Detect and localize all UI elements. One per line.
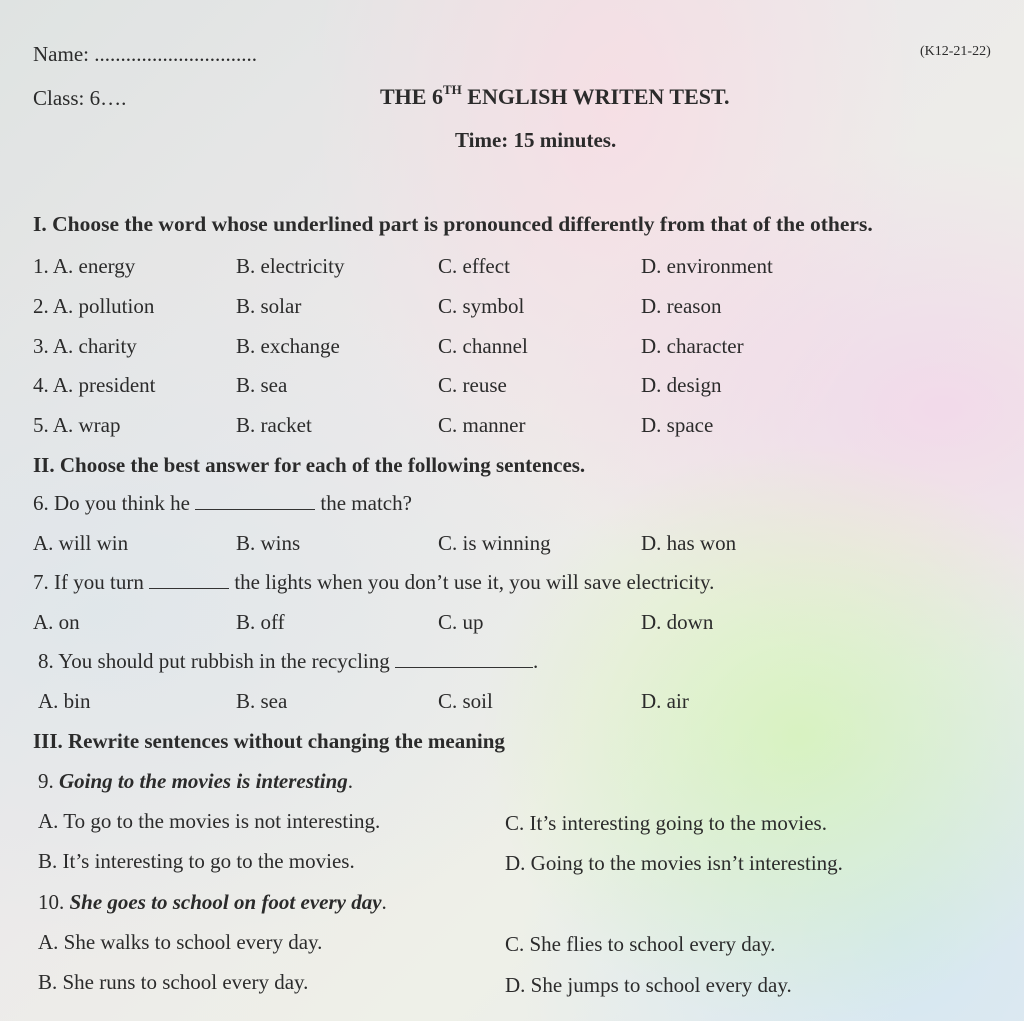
- q3-option-d: D. character: [641, 334, 744, 358]
- q4-option-c: C. reuse: [438, 373, 507, 397]
- q5-option-b: B. racket: [236, 413, 312, 437]
- q9-option-b: B. It’s interesting to go to the movies.: [38, 849, 355, 873]
- q5-option-d: D. space: [641, 413, 714, 437]
- q7-option-b: B. off: [236, 610, 285, 634]
- q2-option-b: B. solar: [236, 294, 302, 318]
- q2-option-a: 2. A. pollution: [33, 294, 155, 318]
- q7-blank: [149, 570, 229, 589]
- q4-option-b: B. sea: [236, 373, 288, 397]
- q3-option-c: C. channel: [438, 334, 528, 358]
- q8-option-d: D. air: [641, 689, 689, 713]
- q9-sentence: Going to the movies is interesting: [59, 769, 348, 793]
- q6-question: [33, 491, 412, 516]
- q6-option-a: A. will win: [33, 531, 129, 555]
- section2-heading: II. Choose the best answer for each of the following sentences.: [33, 453, 586, 477]
- q4-option-d: D. design: [641, 373, 722, 397]
- q8-text-pre: 8. You should put rubbish in the recycling: [38, 649, 390, 673]
- title-post: ENGLISH WRITEN TEST.: [461, 84, 730, 109]
- q8-option-b: B. sea: [236, 689, 288, 713]
- q8-question: [38, 649, 538, 674]
- test-code: (K12-21-22): [920, 44, 991, 59]
- title-pre: THE 6: [380, 84, 443, 109]
- q1-option-c: C. effect: [438, 254, 510, 278]
- name-line: [33, 42, 257, 67]
- q1-option-b: B. electricity: [236, 254, 345, 278]
- q8-option-c: C. soil: [438, 689, 493, 713]
- q1-option-d: D. environment: [641, 254, 773, 278]
- q7-text-pre: 7. If you turn: [33, 570, 144, 594]
- q10-number: 10.: [38, 890, 65, 914]
- q10-question: [38, 890, 387, 915]
- q2-option-d: D. reason: [641, 294, 722, 318]
- q10-option-d: D. She jumps to school every day.: [505, 973, 792, 997]
- q7-option-a: A. on: [33, 610, 80, 634]
- q9-question: [38, 769, 353, 794]
- q6-blank: [195, 491, 315, 510]
- q10-sentence: She goes to school on foot every day: [69, 890, 382, 914]
- name-dots: ...............................: [94, 42, 257, 66]
- q8-blank: [395, 649, 533, 668]
- class-label: Class: 6….: [33, 86, 127, 110]
- section3-heading: III. Rewrite sentences without changing the meaning: [33, 729, 505, 753]
- q9-option-a: A. To go to the movies is not interesting.: [38, 809, 381, 833]
- title-sup: TH: [442, 82, 462, 97]
- page-title: [380, 84, 730, 110]
- q6-text-pre: 6. Do you think he: [33, 491, 190, 515]
- q5-option-a: 5. A. wrap: [33, 413, 121, 437]
- q8-text-post: .: [533, 649, 539, 673]
- q9-option-d: D. Going to the movies isn’t interesting.: [505, 851, 843, 875]
- q4-option-a: 4. A. president: [33, 373, 156, 397]
- q10-end: .: [381, 890, 387, 914]
- name-label: Name:: [33, 42, 89, 66]
- q7-option-c: C. up: [438, 610, 484, 634]
- q7-text-post: the lights when you don’t use it, you will save electricity.: [234, 570, 715, 594]
- q7-option-d: D. down: [641, 610, 714, 634]
- q8-option-a: A. bin: [38, 689, 91, 713]
- q9-number: 9.: [38, 769, 54, 793]
- q9-option-c: C. It’s interesting going to the movies.: [505, 811, 827, 835]
- q6-option-c: C. is winning: [438, 531, 551, 555]
- q6-text-post: the match?: [320, 491, 412, 515]
- q10-option-c: C. She flies to school every day.: [505, 932, 776, 956]
- section1-heading: I. Choose the word whose underlined part is pronounced differently from that of the others.: [33, 212, 873, 236]
- q3-option-b: B. exchange: [236, 334, 340, 358]
- q6-option-d: D. has won: [641, 531, 737, 555]
- q5-option-c: C. manner: [438, 413, 526, 437]
- q6-option-b: B. wins: [236, 531, 301, 555]
- q9-end: .: [347, 769, 354, 793]
- q1-option-a: 1. A. energy: [33, 254, 136, 278]
- q7-question: [33, 570, 714, 595]
- q2-option-c: C. symbol: [438, 294, 525, 318]
- q3-option-a: 3. A. charity: [33, 334, 137, 358]
- q10-option-b: B. She runs to school every day.: [38, 970, 309, 994]
- time-label: Time: 15 minutes.: [455, 128, 617, 152]
- q10-option-a: A. She walks to school every day.: [38, 930, 323, 954]
